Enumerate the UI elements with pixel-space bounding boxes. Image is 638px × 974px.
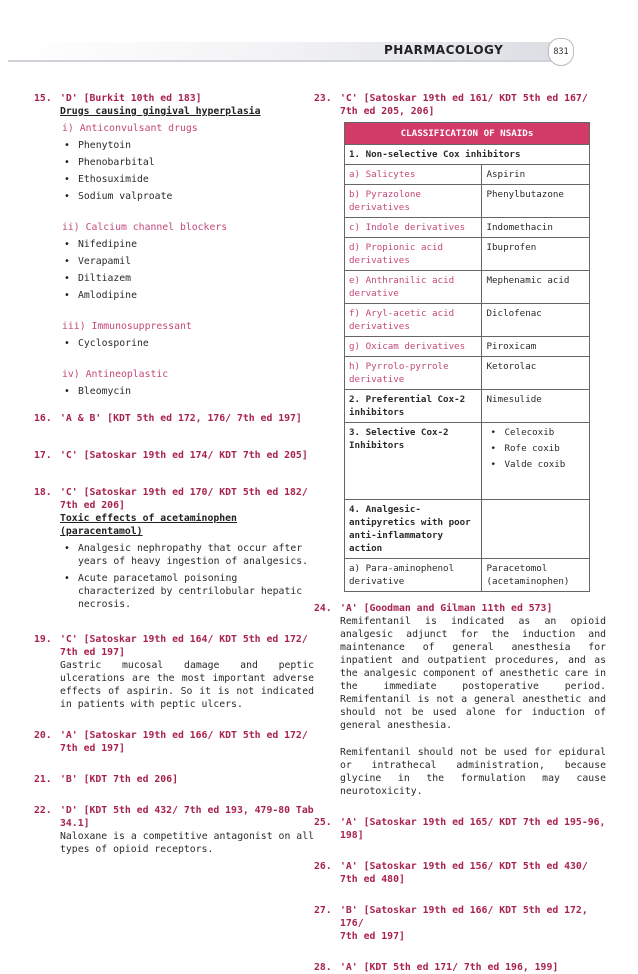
list-item: • Cyclosporine xyxy=(60,337,314,350)
question-number: 24. xyxy=(314,603,332,614)
answer-19 xyxy=(34,633,314,711)
drug-cell: Diclofenac xyxy=(482,304,590,337)
nsaid-classification-table xyxy=(344,122,590,592)
answer-27 xyxy=(314,904,606,943)
answer-text: Remifentanil should not be used for epidural or intrathecal administration, because glycine in the formulation may cause neurotoxicity. xyxy=(340,747,606,797)
class-letter: h) xyxy=(349,361,361,372)
drug-category: iv) Antineoplastic xyxy=(62,369,169,380)
class-name: Aryl-acetic acid derivatives xyxy=(349,308,455,332)
answer-body xyxy=(60,105,314,398)
drug-cell: Paracetomol (acetaminophen) xyxy=(482,559,590,592)
answer-26 xyxy=(314,860,606,886)
drug-class-cell xyxy=(345,185,482,218)
drug-cell xyxy=(482,500,590,559)
list-item: • Sodium valproate xyxy=(60,190,314,203)
class-name: Pyrrolo-pyrrole derivative xyxy=(349,361,449,385)
list-item: • Nifedipine xyxy=(60,238,314,251)
left-column xyxy=(34,92,314,856)
table-title: CLASSIFICATION OF NSAIDs xyxy=(345,123,590,145)
drug-cell: Mephenamic acid xyxy=(482,271,590,304)
drug-class-cell xyxy=(345,165,482,185)
toxic-effects-list xyxy=(60,542,314,611)
class-name: Oxicam derivatives xyxy=(365,341,466,352)
drug-list xyxy=(60,238,314,302)
list-item: • Valde coxib xyxy=(486,458,585,471)
drug-category: i) Anticonvulsant drugs xyxy=(62,123,198,134)
question-number: 17. xyxy=(34,450,52,461)
table-row xyxy=(345,185,590,218)
drug-list xyxy=(60,337,314,350)
question-number: 19. xyxy=(34,634,52,645)
question-number: 27. xyxy=(314,905,332,916)
table-row xyxy=(345,357,590,390)
answer-reference: 'D' [KDT 5th ed 432/ 7th ed 193, 479-80 Tab 34.1] xyxy=(60,805,314,829)
answer-reference: 'B' [Satoskar 19th ed 166/ KDT 5th ed 172, 176/ xyxy=(340,905,588,929)
question-number: 16. xyxy=(34,413,52,424)
drug-category: iii) Immunosuppressant xyxy=(62,321,192,332)
table-row xyxy=(345,559,590,592)
table-row xyxy=(345,218,590,238)
answer-reference: 'C' [Satoskar 19th ed 170/ KDT 5th ed 182/ xyxy=(60,487,308,498)
drug-cell: Piroxicam xyxy=(482,337,590,357)
class-name: Pyrazolone derivatives xyxy=(349,189,421,213)
drug-class-cell xyxy=(345,238,482,271)
answer-reference-cont: 7th ed 205, 206] xyxy=(340,106,435,117)
list-item: • Analgesic nephropathy that occur after years of heavy ingestion of analgesics. xyxy=(60,542,314,568)
class-name: Anthranilic acid dervative xyxy=(349,275,455,299)
answer-reference: 'D' [Burkit 10th ed 183] xyxy=(60,93,202,104)
class-letter: b) xyxy=(349,189,361,200)
answer-reference: 'A' [Satoskar 19th ed 166/ KDT 5th ed 172/ xyxy=(60,730,308,741)
answer-22 xyxy=(34,804,314,856)
table-row xyxy=(345,423,590,500)
answer-reference: 'C' [Satoskar 19th ed 174/ KDT 7th ed 205] xyxy=(60,450,308,461)
answer-reference-cont: 7th ed 197] xyxy=(60,743,125,754)
answer-text: Remifentanil is indicated as an opioid analgesic adjunct for the induction and maintenance of general anesthesia for inpatient and outpatient procedures, and as the analgesic component of anesthetic care in the immediate postoperative period. Remifentanil is not a general anesthetic and should not be used alone for induction of general anesthesia. xyxy=(340,616,606,731)
drug-class-cell xyxy=(345,357,482,390)
answer-reference: 'C' [Satoskar 19th ed 161/ KDT 5th ed 167/ xyxy=(340,93,588,104)
drug-list xyxy=(60,385,314,398)
answer-reference-cont: 7th ed 197] xyxy=(60,647,125,658)
list-item: • Phenytoin xyxy=(60,139,314,152)
answer-reference: 'B' [KDT 7th ed 206] xyxy=(60,774,178,785)
answer-28 xyxy=(314,961,606,974)
topic-heading: Drugs causing gingival hyperplasia xyxy=(60,106,261,117)
answer-reference: 'A' [Goodman and Gilman 11th ed 573] xyxy=(340,603,553,614)
drug-class-cell xyxy=(345,304,482,337)
question-number: 28. xyxy=(314,962,332,973)
class-name: Indole derivatives xyxy=(365,222,466,233)
answer-20 xyxy=(34,729,314,755)
answer-15 xyxy=(34,92,314,398)
list-item: • Phenobarbital xyxy=(60,156,314,169)
list-item: • Celecoxib xyxy=(486,426,585,439)
answer-reference: 'A' [KDT 5th ed 171/ 7th ed 196, 199] xyxy=(340,962,559,973)
answer-reference-cont: 7th ed 206] xyxy=(60,500,125,511)
answer-reference: 'A' [Satoskar 19th ed 156/ KDT 5th ed 430/ xyxy=(340,861,588,872)
answer-reference: 'A' [Satoskar 19th ed 165/ KDT 7th ed 195-96, 198] xyxy=(340,817,606,841)
table-section-heading: 1. Non-selective Cox inhibitors xyxy=(345,145,590,165)
class-letter: d) xyxy=(349,242,361,253)
question-number: 18. xyxy=(34,487,52,498)
answer-text: Gastric mucosal damage and peptic ulcerations are the most important adverse effects of aspirin. So it is not indicated in patients with peptic ulcers. xyxy=(60,660,314,710)
table-row xyxy=(345,304,590,337)
question-number: 21. xyxy=(34,774,52,785)
question-number: 25. xyxy=(314,817,332,828)
cox2-drug-list xyxy=(486,426,585,471)
class-letter: e) xyxy=(349,275,361,286)
table-row xyxy=(345,271,590,304)
drug-cell: Ketorolac xyxy=(482,357,590,390)
list-item: • Ethosuximide xyxy=(60,173,314,186)
question-number: 22. xyxy=(34,805,52,816)
answer-24 xyxy=(314,602,606,798)
list-item: • Diltiazem xyxy=(60,272,314,285)
answer-reference: 'A & B' [KDT 5th ed 172, 176/ 7th ed 197] xyxy=(60,413,302,424)
class-letter: a) xyxy=(349,169,361,180)
drug-cell: Ibuprofen xyxy=(482,238,590,271)
topic-heading: Toxic effects of acetaminophen (paracentamol) xyxy=(60,513,237,537)
class-name: Propionic acid derivatives xyxy=(349,242,444,266)
list-item: • Acute paracetamol poisoning characterized by centrilobular hepatic necrosis. xyxy=(60,572,314,611)
table-section-heading: 4. Analgesic-antipyretics with poor anti-inflammatory action xyxy=(345,500,482,559)
right-column xyxy=(314,92,606,974)
question-number: 23. xyxy=(314,93,332,104)
list-item: • Amlodipine xyxy=(60,289,314,302)
answer-21 xyxy=(34,773,314,786)
drug-cell: Indomethacin xyxy=(482,218,590,238)
drug-category: ii) Calcium channel blockers xyxy=(62,222,228,233)
question-number: 26. xyxy=(314,861,332,872)
answer-18 xyxy=(34,486,314,611)
drug-cell: Nimesulide xyxy=(482,390,590,423)
answer-reference: 'C' [Satoskar 19th ed 164/ KDT 5th ed 172/ xyxy=(60,634,308,645)
answer-reference-cont: 7th ed 197] xyxy=(340,931,405,942)
answer-23 xyxy=(314,92,606,592)
table-row xyxy=(345,165,590,185)
drug-list xyxy=(60,139,314,203)
question-number: 15. xyxy=(34,93,52,104)
answer-25 xyxy=(314,816,606,842)
drug-class-cell xyxy=(345,271,482,304)
table-section-heading: 2. Preferential Cox-2 inhibitors xyxy=(345,390,482,423)
drug-class-cell xyxy=(345,337,482,357)
page-header-title: PHARMACOLOGY xyxy=(384,43,504,57)
drug-cell: Phenylbutazone xyxy=(482,185,590,218)
table-section-heading: 3. Selective Cox-2 Inhibitors xyxy=(345,423,482,500)
list-item: • Bleomycin xyxy=(60,385,314,398)
class-name: Salicytes xyxy=(365,169,416,180)
table-row xyxy=(345,238,590,271)
drug-cell xyxy=(482,423,590,500)
answer-16 xyxy=(34,412,314,425)
answer-body xyxy=(60,512,314,611)
answer-text: Naloxane is a competitive antagonist on all types of opioid receptors. xyxy=(60,831,314,855)
list-item: • Verapamil xyxy=(60,255,314,268)
table-row xyxy=(345,390,590,423)
class-letter: c) xyxy=(349,222,361,233)
answer-17 xyxy=(34,449,314,462)
class-letter: g) xyxy=(349,341,361,352)
page-number-badge: 831 xyxy=(548,38,574,66)
drug-cell: Aspirin xyxy=(482,165,590,185)
table-row xyxy=(345,500,590,559)
class-letter: f) xyxy=(349,308,361,319)
drug-class-cell: a) Para-aminophenol derivative xyxy=(345,559,482,592)
table-row xyxy=(345,337,590,357)
answer-reference-cont: 7th ed 480] xyxy=(340,874,405,885)
drug-class-cell xyxy=(345,218,482,238)
list-item: • Rofe coxib xyxy=(486,442,585,455)
question-number: 20. xyxy=(34,730,52,741)
